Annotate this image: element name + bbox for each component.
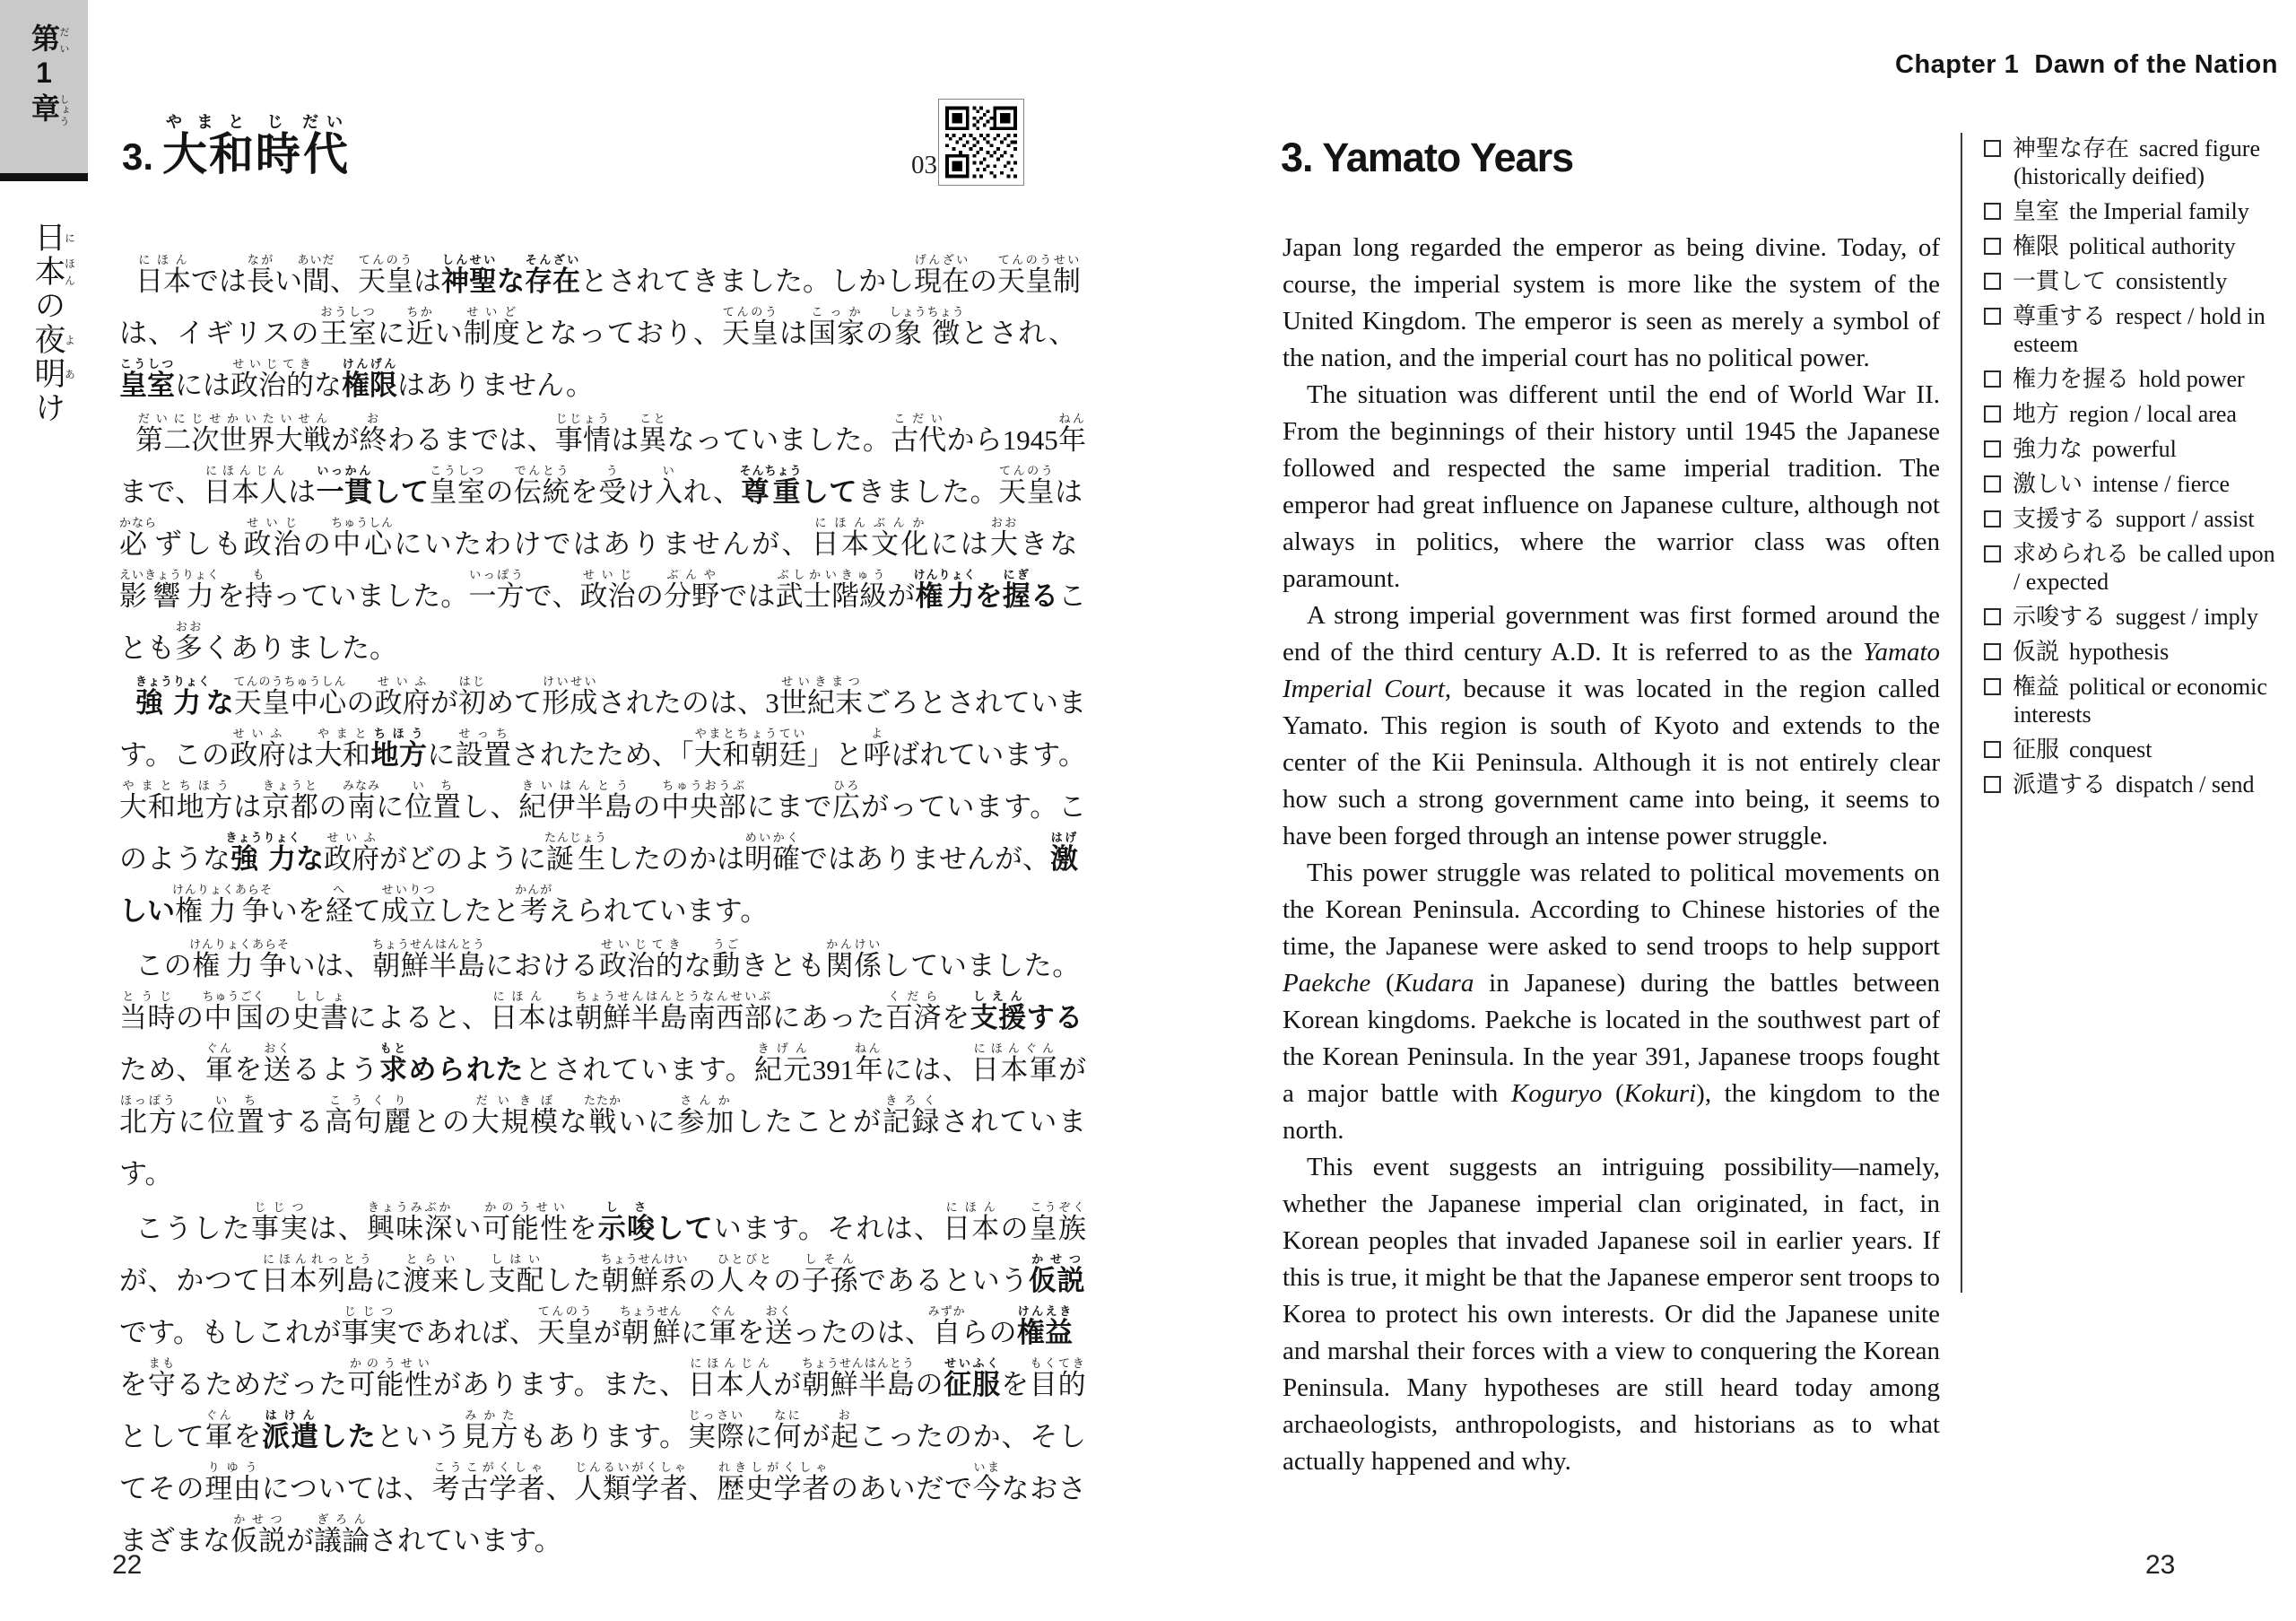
audio-track-number: 03 bbox=[911, 151, 937, 179]
qr-code-icon bbox=[945, 106, 1017, 179]
vocab-term: 支援する bbox=[2013, 506, 2107, 532]
qr-code bbox=[938, 99, 1024, 186]
vocab-term: 権益 bbox=[2013, 674, 2060, 700]
vocab-item bbox=[1984, 603, 2287, 631]
checkbox-icon[interactable] bbox=[1984, 440, 2001, 458]
vocab-gloss: the Imperial family bbox=[2069, 198, 2249, 224]
checkbox-icon[interactable] bbox=[1984, 140, 2001, 157]
vocab-term: 示唆する bbox=[2013, 604, 2107, 630]
vocab-item bbox=[1984, 135, 2287, 190]
vocab-gloss: political authority bbox=[2069, 233, 2236, 259]
checkbox-icon[interactable] bbox=[1984, 545, 2001, 562]
section-number: 3. bbox=[122, 135, 154, 178]
japanese-text-block bbox=[119, 253, 1086, 1567]
vocab-gloss: political or economic interests bbox=[2013, 674, 2267, 728]
checkbox-icon[interactable] bbox=[1984, 238, 2001, 255]
vocab-gloss: hold power bbox=[2139, 366, 2245, 392]
vocab-item bbox=[1984, 197, 2287, 225]
vocab-gloss: be called upon / expected bbox=[2013, 541, 2275, 595]
vocab-term: 権力を握る bbox=[2013, 366, 2130, 392]
japanese-paragraph: 強力きょうりょくな天皇中心てんのうちゅうしんの政府せいふが初はじめて形成けいせいされたのは、3世紀末せいきまつごろとされています。この政府せいふは大和やまと地方ちほうに設置せっちされたため、「大和朝廷やまとちょうてい」と呼よばれています。大和地方やまとちほうは京都きょうとの南みなみに位置いちし、紀伊半島きいはんとうの中央部ちゅうおうぶにまで広ひろがっています。このような強力きょうりょくな政府せいふがどのように誕生たんじょうしたのかは明確めいかくではありませんが、激はげしい権力争けんりょくあらそいを経へて成立せいりつしたと考かんがえられています。 bbox=[119, 675, 1087, 927]
checkbox-icon[interactable] bbox=[1984, 203, 2001, 220]
vocab-term: 征服 bbox=[2013, 736, 2060, 763]
vocab-gloss: intense / fierce bbox=[2092, 471, 2231, 497]
page-number-right: 23 bbox=[2145, 1550, 2176, 1580]
vocab-term: 皇室 bbox=[2013, 198, 2060, 224]
vocab-term: 権限 bbox=[2013, 233, 2060, 259]
vocab-item bbox=[1984, 771, 2287, 798]
vocab-item bbox=[1984, 736, 2287, 763]
section-title-text: 大和やまと時じ代だい bbox=[162, 113, 352, 179]
vocab-item bbox=[1984, 540, 2287, 596]
page-number-left: 22 bbox=[112, 1550, 143, 1580]
vocab-gloss: respect / hold in esteem bbox=[2013, 303, 2266, 357]
english-paragraph: A strong imperial government was first formed around the end of the third century A.D. It is referred to as the Yamato Imperial Court, because it was located in the region called Yamato. This region is south of Kyoto and extends to the center of the Kii Peninsula. Although it is not entirely clear how such a strong government came into being, it seems to have been forged through an intense power struggle. bbox=[1283, 601, 1940, 850]
chapter-tab-divider bbox=[0, 173, 88, 181]
vocab-item bbox=[1984, 302, 2287, 358]
vocab-term: 地方 bbox=[2013, 401, 2060, 427]
running-header: Chapter 1 Dawn of the Nation bbox=[1895, 50, 2278, 79]
vocab-item bbox=[1984, 232, 2287, 260]
vocab-gloss: dispatch / send bbox=[2116, 771, 2255, 797]
japanese-paragraph: この権力争けんりょくあらそいは、朝鮮半島ちょうせんはんとうにおける政治的せいじてきな動うごきとも関係かんけいしていました。当時とうじの中国ちゅうごくの史書ししょによると、日本にほんは朝鮮半島南西部ちょうせんはんとうなんせいぶにあった百済くだらを支援しえんするため、軍ぐんを送おくるよう求もとめられたとされています。紀元きげん391年ねんには、日本軍にほんぐんが北方ほっぽうに位置いちする高句麗こうくりとの大規模だいきぼな戦たたかいに参加さんかしたことが記録きろくされています。 bbox=[119, 937, 1087, 1190]
vocab-term: 一貫して bbox=[2013, 268, 2107, 294]
checkbox-icon[interactable] bbox=[1984, 776, 2001, 793]
vocab-gloss: consistently bbox=[2116, 268, 2228, 294]
vocab-term: 神聖な存在 bbox=[2013, 135, 2130, 161]
chapter-number-vertical: 第だい1章しょう bbox=[28, 23, 69, 126]
english-paragraph: Japan long regarded the emperor as being divine. Today, of course, the imperial system is more like the system of the United Kingdom. The emperor is seen as merely a symbol of the nation, and the imperial court has no political power. bbox=[1283, 233, 1940, 372]
checkbox-icon[interactable] bbox=[1984, 741, 2001, 758]
japanese-paragraph: 第二次世界大戦だいにじせかいたいせんが終おわるまでは、事情じじょうは異ことなっていました。古代こだいから1945年ねんまで、日本人にほんじんは一貫いっかんして皇室こうしつの伝統でんとうを受うけ入いれ、尊重そんちょうしてきました。天皇てんのうは必かならずしも政治せいじの中心ちゅうしんにいたわけではありませんが、日本文化にほんぶんかには大おおきな影響力えいきょうりょくを持もっていました。一方いっぽうで、政治せいじの分野ぶんやでは武士階級ぶしかいきゅうが権力けんりょくを握にぎることも多おおくありました。 bbox=[119, 412, 1087, 664]
checkbox-icon[interactable] bbox=[1984, 273, 2001, 290]
vocab-item bbox=[1984, 505, 2287, 533]
vocab-divider-line bbox=[1961, 133, 1962, 1293]
japanese-paragraph: 日本にほんでは長ながい間あいだ、天皇てんのうは神聖しんせいな存在そんざいとされてきました。しかし現在げんざいの天皇制てんのうせいは、イギリスの王室おうしつに近ちかい制度せいどとなっており、天皇てんのうは国家こっかの象徴しょうちょうとされ、皇室こうしつには政治的せいじてきな権限けんげんはありません。 bbox=[119, 253, 1081, 401]
vocab-gloss: hypothesis bbox=[2069, 639, 2170, 665]
checkbox-icon[interactable] bbox=[1984, 405, 2001, 423]
vocab-gloss: region / local area bbox=[2069, 401, 2237, 427]
checkbox-icon[interactable] bbox=[1984, 510, 2001, 527]
checkbox-icon[interactable] bbox=[1984, 678, 2001, 695]
vocab-term: 強力な bbox=[2013, 436, 2083, 462]
english-paragraph: This event suggests an intriguing possibility—namely, whether the Japanese imperial clan originated, in fact, in Korean peoples that invaded Japanese soil in earlier years. If this is true, it might be that the Japanese emperor sent troops to Korea to protect his own interests. Or did the Japanese unite and marshal their forces with a view to conquering the Korean Peninsula. Many hypotheses are still heard today among archaeologists, anthropologists, and historians as to what actually happened and why. bbox=[1283, 1153, 1940, 1476]
vocab-item bbox=[1984, 365, 2287, 393]
vocab-item bbox=[1984, 267, 2287, 295]
japanese-section-title bbox=[122, 113, 351, 183]
japanese-paragraph: こうした事実じじつは、興味深きょうみぶかい可能性かのうせいを示唆しさしています。それは、日本にほんの皇族こうぞくが、かつて日本列島にほんれっとうに渡来とらいし支配しはいした朝鮮系ちょうせんけいの人々ひとびとの子孫しそんであるという仮説かせつです。もしこれが事実じじつであれば、天皇てんのうが朝鮮ちょうせんに軍ぐんを送おくったのは、自みずからの権益けんえきを守まもるためだった可能性かのうせいがあります。また、日本人にほんじんが朝鮮半島ちょうせんはんとうの征服せいふくを目的もくてきとして軍ぐんを派遣はけんしたという見方みかたもあります。実際じっさいに何なにが起おこったのか、そしてその理由りゆうについては、考古学者こうこがくしゃ、人類学者じんるいがくしゃ、歴史学者れきしがくしゃのあいだで今いまなおさまざまな仮説かせつが議論ぎろんされています。 bbox=[119, 1200, 1087, 1556]
english-section-title: 3. Yamato Years bbox=[1281, 135, 1574, 180]
checkbox-icon[interactable] bbox=[1984, 475, 2001, 492]
checkbox-icon[interactable] bbox=[1984, 370, 2001, 388]
vocab-item bbox=[1984, 673, 2287, 728]
vocab-item bbox=[1984, 470, 2287, 498]
vocab-term: 激しい bbox=[2013, 471, 2083, 497]
vocab-gloss: suggest / imply bbox=[2116, 604, 2258, 630]
english-paragraph: The situation was different until the end of World War II. From the beginnings of their history until 1945 the Japanese followed and respected the same imperial tradition. The emperor had great influence on Japanese culture, although not always in politics, where the warrior class was often paramount. bbox=[1283, 380, 1940, 593]
vocab-item bbox=[1984, 400, 2287, 428]
vocab-item bbox=[1984, 638, 2287, 666]
vocab-gloss: sacred figure (historically deified) bbox=[2013, 135, 2260, 189]
vocab-term: 派遣する bbox=[2013, 771, 2107, 797]
checkbox-icon[interactable] bbox=[1984, 308, 2001, 325]
checkbox-icon[interactable] bbox=[1984, 643, 2001, 660]
vocab-term: 求められる bbox=[2013, 541, 2130, 567]
vocab-item bbox=[1984, 435, 2287, 463]
vocab-term: 仮説 bbox=[2013, 639, 2060, 665]
english-paragraph: This power struggle was related to political movements on the Korean Peninsula. According to Chinese histories of the time, the Japanese were asked to send troops to help support Paekche (Kudara in Japanese) during the battles between Korean kingdoms. Paekche is located in the southwest part of the Korean Peninsula. In the year 391, Japanese troops fought a major battle with Koguryo (Kokuri), the kingdom to the north. bbox=[1283, 858, 1940, 1145]
chapter-subtitle-vertical: 日に本ほんの夜よ明あけ bbox=[30, 221, 76, 425]
vocab-list bbox=[1984, 135, 2287, 806]
vocab-gloss: powerful bbox=[2092, 436, 2177, 462]
vocab-gloss: support / assist bbox=[2116, 506, 2255, 532]
english-text-block bbox=[1283, 230, 1940, 1480]
checkbox-icon[interactable] bbox=[1984, 608, 2001, 625]
vocab-term: 尊重する bbox=[2013, 303, 2107, 329]
vocab-gloss: conquest bbox=[2069, 736, 2152, 763]
